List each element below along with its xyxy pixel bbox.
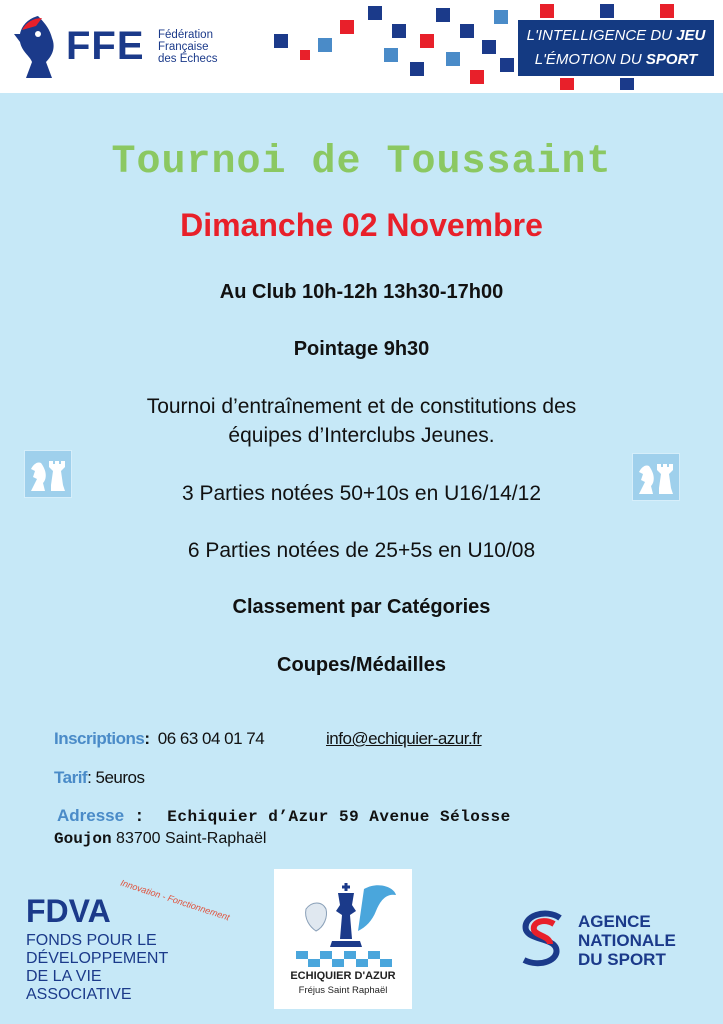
tarif-label: Tarif bbox=[54, 768, 88, 787]
event-description-2: équipes d’Interclubs Jeunes. bbox=[228, 424, 495, 447]
slogan-line-1: L'INTELLIGENCE DU JEU bbox=[526, 27, 706, 44]
deco-square bbox=[560, 78, 574, 90]
event-title: Tournoi de Toussaint bbox=[111, 140, 612, 185]
deco-square bbox=[470, 70, 484, 84]
deco-square bbox=[436, 8, 450, 22]
deco-square bbox=[410, 62, 424, 76]
club-name: ECHIQUIER D'AZUR bbox=[290, 970, 396, 982]
address-text: Echiquier d’Azur 59 Avenue Sélosse bbox=[167, 808, 511, 826]
address-line-1: Adresse : Echiquier d’Azur 59 Avenue Sélosse bbox=[57, 806, 511, 827]
deco-square bbox=[620, 78, 634, 90]
deco-square bbox=[600, 4, 614, 18]
club-subtitle: Fréjus Saint Raphaël bbox=[298, 985, 388, 996]
chess-pieces-icon bbox=[24, 450, 72, 498]
inscriptions-line: Inscriptions: 06 63 04 01 74 bbox=[54, 729, 265, 748]
ffe-fullname: Fédération Française des Échecs bbox=[158, 29, 218, 65]
event-checkin: Pointage 9h30 bbox=[293, 338, 430, 360]
address-label: Adresse bbox=[57, 806, 125, 825]
event-date: Dimanche 02 Novembre bbox=[180, 207, 543, 243]
tarif-line bbox=[54, 768, 145, 788]
phone-number: 06 63 04 01 74 bbox=[157, 729, 265, 748]
fdva-logo: FDVA FONDS POUR LE DÉVELOPPEMENT DE LA VIE ASSOCIATIVE bbox=[26, 893, 169, 1003]
slogan-box bbox=[518, 20, 714, 76]
deco-square bbox=[274, 34, 288, 48]
fdva-tagline: Innovation - Fonctionnement bbox=[119, 877, 231, 923]
deco-square bbox=[660, 4, 674, 18]
chess-pieces-icon bbox=[632, 453, 680, 501]
event-prizes: Coupes/Médailles bbox=[277, 654, 446, 676]
tarif-value: : 5euros bbox=[87, 768, 145, 787]
event-schedule: Au Club 10h-12h 13h30-17h00 bbox=[219, 281, 504, 303]
ffe-rooster-logo bbox=[8, 12, 66, 84]
header-banner bbox=[0, 0, 723, 93]
slogan-line-2: L'ÉMOTION DU SPORT bbox=[534, 51, 698, 68]
deco-square bbox=[500, 58, 514, 72]
inscriptions-label: Inscriptions bbox=[54, 729, 145, 748]
deco-square bbox=[318, 38, 332, 52]
deco-square bbox=[494, 10, 508, 24]
event-description-1: Tournoi d’entraînement et de constitutions des bbox=[146, 395, 577, 418]
email-link[interactable]: info@echiquier-azur.fr bbox=[326, 729, 482, 748]
deco-square bbox=[340, 20, 354, 34]
ans-logo-icon bbox=[516, 910, 568, 972]
deco-square bbox=[384, 48, 398, 62]
deco-square bbox=[460, 24, 474, 38]
ans-logo-text: AGENCE NATIONALE DU SPORT bbox=[578, 912, 676, 969]
event-games-2: 6 Parties notées de 25+5s en U10/08 bbox=[187, 539, 536, 562]
deco-square bbox=[482, 40, 496, 54]
address-line-2: Goujon 83700 Saint-Raphaël bbox=[54, 830, 267, 848]
deco-square bbox=[540, 4, 554, 18]
chess-king-icon bbox=[286, 875, 400, 971]
deco-square bbox=[446, 52, 460, 66]
event-games-1: 3 Parties notées 50+10s en U16/14/12 bbox=[181, 482, 541, 505]
event-ranking: Classement par Catégories bbox=[232, 596, 491, 618]
deco-square bbox=[368, 6, 382, 20]
deco-square bbox=[392, 24, 406, 38]
ffe-brand: FFE bbox=[66, 24, 145, 68]
deco-square bbox=[420, 34, 434, 48]
deco-square bbox=[300, 50, 310, 60]
